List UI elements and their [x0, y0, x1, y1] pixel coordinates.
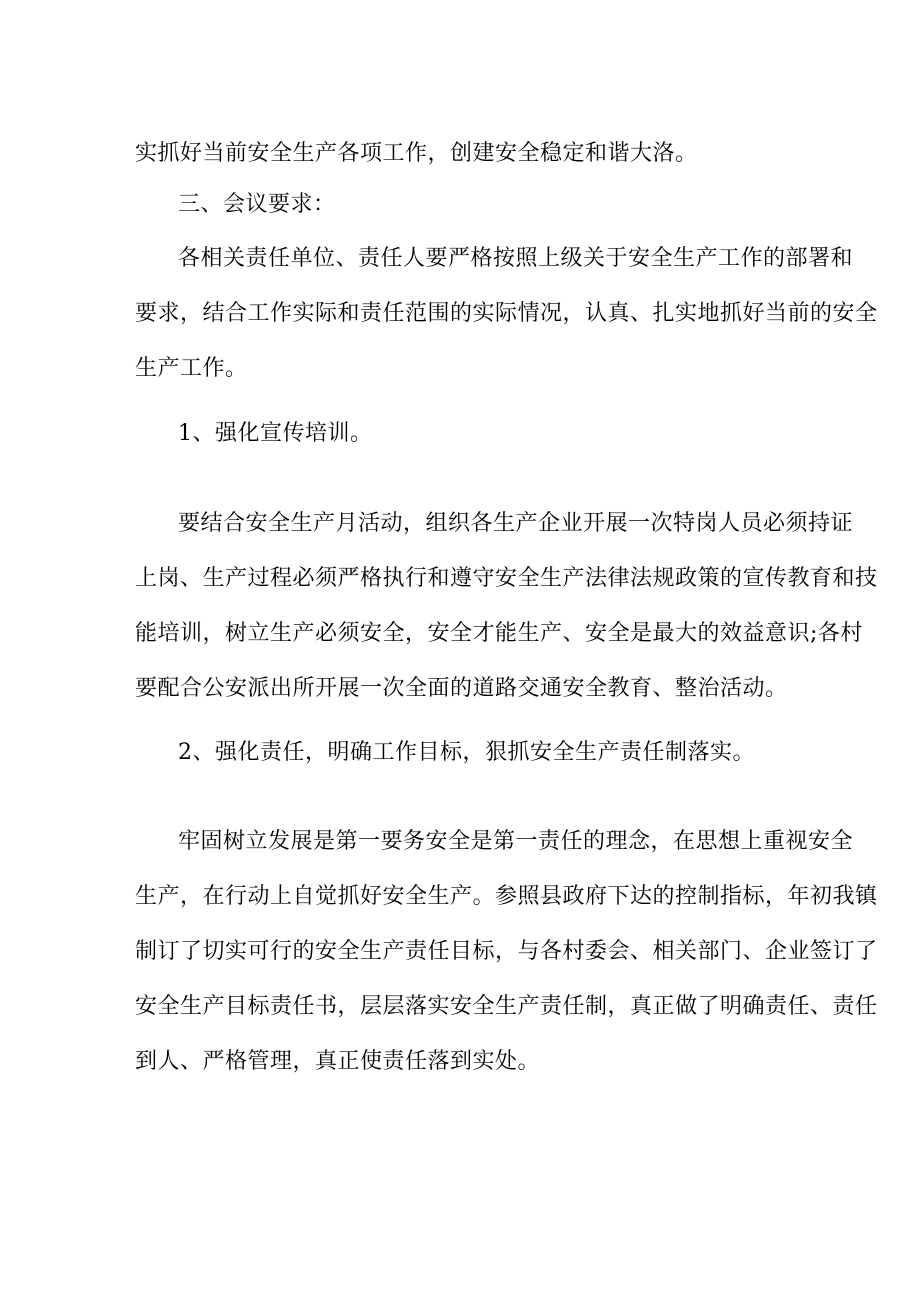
requirements-line-2: 要求，结合工作实际和责任范围的实际情况，认真、扎实地抓好当前的安全 — [135, 301, 878, 326]
item1-line-4: 要配合公安派出所开展一次全面的道路交通安全教育、整治活动。 — [135, 676, 788, 701]
requirements-line-1: 各相关责任单位、责任人要严格按照上级关于安全生产工作的部署和 — [178, 246, 854, 271]
requirements-line-3: 生产工作。 — [135, 356, 248, 381]
item1-heading: 1、强化宣传培训。 — [178, 421, 373, 446]
item2-line-1: 牢固树立发展是第一要务安全是第一责任的理念，在思想上重视安全 — [178, 829, 854, 854]
item2-line-3: 制订了切实可行的安全生产责任目标，与各村委会、相关部门、企业签订了 — [135, 939, 878, 964]
item1-line-2: 上岗、生产过程必须严格执行和遵守安全生产法律法规政策的宣传教育和技 — [135, 566, 878, 591]
item2-line-2: 生产，在行动上自觉抓好安全生产。参照县政府下达的控制指标，年初我镇 — [135, 884, 878, 909]
item2-heading: 2、强化责任，明确工作目标，狠抓安全生产责任制落实。 — [178, 740, 755, 765]
section-heading: 三、会议要求： — [178, 192, 336, 217]
item2-line-5: 到人、严格管理，真正使责任落到实处。 — [135, 1049, 541, 1074]
item1-line-3: 能培训，树立生产必须安全，安全才能生产、安全是最大的效益意识;各村 — [135, 621, 863, 646]
item2-line-4: 安全生产目标责任书，层层落实安全生产责任制，真正做了明确责任、责任 — [135, 994, 878, 1019]
item1-line-1: 要结合安全生产月活动，组织各生产企业开展一次特岗人员必须持证 — [178, 511, 854, 536]
intro-tail-line: 实抓好当前安全生产各项工作，创建安全稳定和谐大洛。 — [135, 141, 698, 166]
